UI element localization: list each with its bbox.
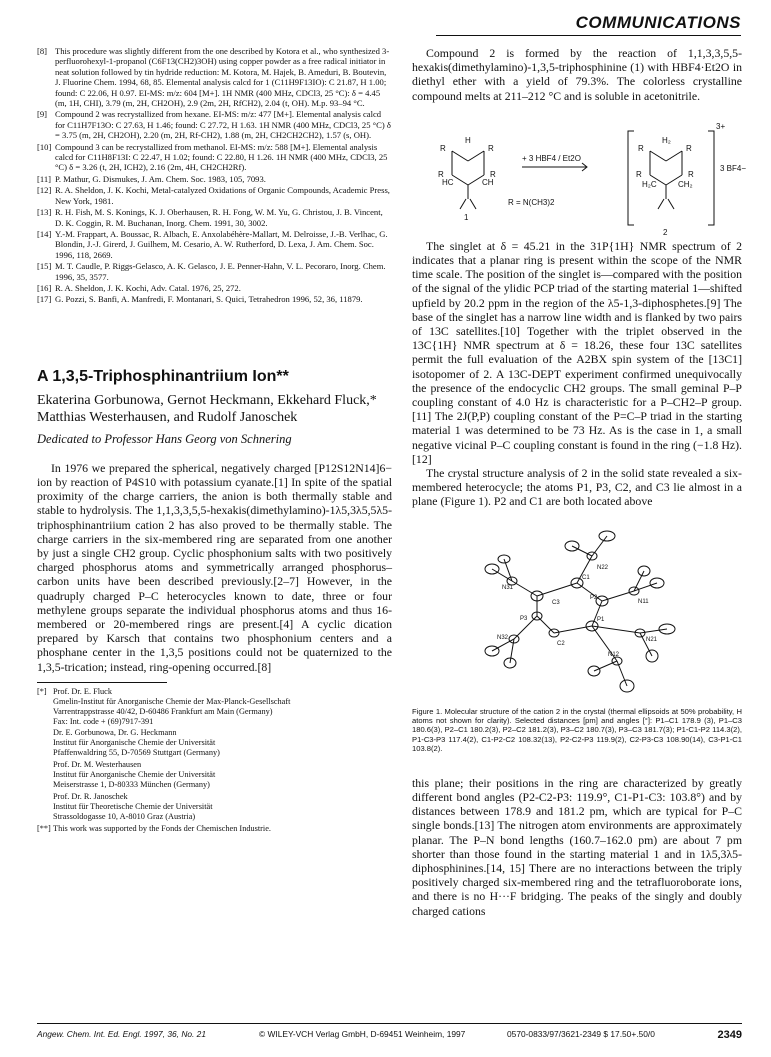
journal-citation: Angew. Chem. Int. Ed. Engl. 1997, 36, No. 21 [37,1029,206,1039]
reference-item: [9] Compound 2 was recrystallized from hexane. EI-MS: m/z: 477 [M+]. Elemental analysis calcd for C11H7F13O: C 27.63, H 1.46; found: C 27.72, H 1.63. 1H NMR (400 MHz, CDCl3, 25 °C) δ = 3.75 (m, 2H, CH2OH), 2.20 (m, 2H, Rf-CH2), 1.88 (m, 2H, CH2CH2CH2), 1.57 (s, OH). [37,109,391,141]
article-title: A 1,3,5-Triphosphinantriium Ion** [37,367,289,385]
svg-text:R: R [490,169,496,179]
reference-item: [15] M. T. Caudle, P. Riggs-Gelasco, A. K. Gelasco, J. E. Penner-Hahn, V. L. Pecoraro, Inorg. Chem. 1996, 35, 3577. [37,261,386,282]
paragraph: The crystal structure analysis of 2 in the solid state revealed a six-membered heterocycle; the atoms P1, P3, C2, and C3 lie almost in a plane (Figure 1). P2 and C1 are both located above [412,466,742,509]
paragraph: The singlet at δ = 45.21 in the 31P{1H} NMR spectrum of 2 indicates that a planar ring is present within the scope of the NMR time scale. The position of the singlet is—compared with the position of the signal of the ylidic PCP triad of the starting material 1—shifted upfield by 20.2 ppm in the region of the λ5-1,3-diphosphetes.[9] The base of the singlet has a narrow line width and is flanked by two pairs of 13C satellites.[10] Together with the triplet observed in the 13C{1H} NMR spectrum at δ = 18.26, these four 13C satellites permit the full evaluation of the A2BX spin system of the [13C1] isotopomer of 2. A 13C-DEPT experiment confirmed unequivocally the presence of the endocyclic CH2 groups. The small geminal P–P coupling constant of 4.0 Hz is characteristic for a P–CH2–P group.[11] The 2J(P,P) coupling constant of the P=C–P triad in the starting material 1 was determined to be 73 Hz. As is the case in 1, a small negative vicinal P–C coupling constant is found in the ring (−1.8 Hz).[12] [412,238,742,466]
svg-text:C1: C1 [582,574,590,581]
svg-text:R: R [638,143,644,153]
affiliation: Dr. E. Gorbunowa, Dr. G. Heckmann Institut für Anorganische Chemie der Universität Pfaffenwaldring 55, D-70569 Stuttgart (Germany) [53,728,220,758]
dedication: Dedicated to Professor Hans Georg von Schnering [37,431,292,446]
figure-caption: Figure 1. Molecular structure of the cation 2 in the crystal (thermal ellipsoids at 50% probability, H atoms not shown for clarity). Selected distances [pm] and angles [°]: P1–C1 178.9 (3), P1–C3 180.6(3), P2–C1 180.2(3), P2–C2 181.2(3), P3–C2 180.7(3), P3–C3 181.7(3); P1-C1-P2 114.3(2), P1-C3-P3 117.4(2), C1-P2-C2 108.32(13), P2-C2-P3 119.9(2), C2-P3-C3 108.90(14), C3-P1-C1 103.8(2). [412,706,742,754]
acknowledgement: [**] This work was supported by the Fonds der Chemischen Industrie. [37,823,271,833]
header-rule [436,35,741,36]
svg-text:C2: C2 [557,640,565,647]
reference-item: [12] R. A. Sheldon, J. K. Kochi, Metal-catalyzed Oxidations of Organic Compounds, Academic Press, New York, 1981. [37,185,390,206]
svg-text:R: R [438,169,444,179]
affiliation: Prof. Dr. M. Westerhausen Institut für Anorganische Chemie der Universität Meiserstrasse 1, D-80333 München (Germany) [53,760,216,789]
compound-1-label: 1 [464,212,469,222]
reference-item: [8] This procedure was slightly different from the one described by Kotora et al., who synthesized 3-perfluorohexyl-1-propanol (C6F13(CH2)3OH) using copper powder as a free radical initiator in neat solution followed by tin hydride reduction: M. Kotora, M. Hajek, B. Ameduri, B. Boutevin, J. Fluorine Chem. 1994, 68, 85. Elemental analysis calcd for 1 (C11H9F13IO): C 21.87, H 1.00; found: C 22.06, H 0.97. EI-MS: m/z: 604 [M+]. 1H NMR (400 MHz, CDCl3, 25 °C): δ = 4.45 (m, 1H, CHI), 3.79 (m, 2H, CH2OH), 2.9 (2m, 2H, RfCH2), 2.04 (t, OH). M.p. 93–94 °C. [37,46,390,109]
svg-text:P2: P2 [590,594,598,601]
text-block [412,46,742,103]
svg-text:P3: P3 [520,615,528,622]
footnote-rule [37,682,167,683]
crystal-structure-figure [412,521,742,701]
reference-item: [10] Compound 3 can be recrystallized from methanol. EI-MS: m/z: 588 [M+]. Elemental analysis calcd for C11H8F13I: C 22.47, H 1.02; found: C 22.80, H 1.26. 1H NMR (400 MHz, CDCl3, 25 °C) δ = 3.26 (t, 2H, ICH2), 2.16 (2m, 4H, CH2CH2Rf). [37,141,388,173]
text-block [412,776,742,918]
svg-text:R: R [688,169,694,179]
svg-text:N22: N22 [597,564,609,571]
compound-2-label: 2 [663,227,668,237]
reaction-scheme [412,113,747,237]
affiliation: [*] Prof. Dr. E. Fluck Gmelin-Institut für Anorganische Chemie der Max-Planck-Gesellschaft Varrentrappstrasse 40/42, D-60486 Frankfurt am Main (Germany) Fax: Int. code + (69)7917-391 [37,686,291,726]
svg-text:R: R [636,169,642,179]
reagent-label: + 3 HBF4 / Et2O [522,153,581,163]
reference-item: [11] P. Mathur, G. Dismukes, J. Am. Chem. Soc. 1983, 105, 7093. [37,173,266,184]
svg-text:N12: N12 [608,651,620,658]
author-list: Ekaterina Gorbunowa, Gernot Heckmann, Ekkehard Fluck,* Matthias Westerhausen, and Rudolf Janoschek [37,392,377,425]
page-number: 2349 [717,1029,742,1041]
affiliation: Prof. Dr. R. Janoschek Institut für Theoretische Chemie der Universität Strassoldogasse 10, A-8010 Graz (Austria) [53,791,213,821]
publisher-line: © WILEY-VCH Verlag GmbH, D-69451 Weinheim, 1997 [259,1029,466,1039]
svg-text:HC: HC [442,177,454,187]
reference-item: [14] Y.-M. Frappart, A. Boussac, R. Albach, E. Anxolabéhère-Mallart, M. Delroisse, J.-B. Verlhac, G. Blondin, J.-J. Girerd, J. Guilhem, M. Cesario, A. W. Rutherford, D. Lexa, J. Am. Chem. Soc. 1996, 118, 2669. [37,228,388,260]
svg-text:N11: N11 [638,598,649,605]
svg-text:R: R [686,143,692,153]
paragraph: this plane; their positions in the ring are characterized by greatly different bond angles (P2-C2-P3: 119.9°, C1-P1-C3: 103.8°) and by distances between 178.9 and 181.2 pm, which are typical for P–C single bonds.[13] The nitrogen atom environments are approximately planar. The P–N bond lengths (160.7–162.0 pm) are about 7 pm shorter than those found in the starting material 1 and in 1λ5,3λ5-diphosphinines.[14, 15] There are no interactions between the triply positively charged six-membered ring and the tetrafluoroborate ions, and there is no H···F bridging. The peaks of the singly and doubly charged cations [412,775,742,918]
paragraph: Compound 2 is formed by the reaction of 1,1,3,3,5,5-hexakis(dimethylamino)-1,3,5-triphosphinine (1) with HBF4·Et2O in diethyl ether with a yield of 79.3%. The colorless crystalline compound melts at 211–212 °C and is soluble in acetonitrile. [412,46,742,103]
substituent-definition: R = N(CH3)2 [508,197,555,207]
svg-text:CH₂: CH₂ [678,179,693,189]
text-block [412,239,742,509]
svg-text:N21: N21 [646,636,658,643]
right-column [412,46,747,918]
reference-item: [16] R. A. Sheldon, J. K. Kochi, Adv. Catal. 1976, 25, 272. [37,282,241,293]
svg-text:R: R [488,143,494,153]
section-header: COMMUNICATIONS [575,13,741,32]
charge-label: 3+ [716,121,726,131]
reference-list [37,46,392,305]
svg-text:P1: P1 [597,616,605,623]
intro-text [37,461,392,674]
svg-text:CH: CH [482,177,494,187]
footnotes [37,687,392,834]
svg-text:H₂C: H₂C [642,179,657,189]
svg-text:N31: N31 [502,584,514,591]
svg-text:H₂: H₂ [662,135,671,145]
svg-text:R: R [440,143,446,153]
anion-label: 3 BF4− [720,163,747,173]
svg-text:C3: C3 [552,599,560,606]
svg-text:N32: N32 [497,634,509,641]
paragraph: In 1976 we prepared the spherical, negatively charged [P12S12N14]6− ion by reaction of P4S10 with potassium cyanate.[1] In spite of the spatial proximity of the charge carriers, the anion is both thermally stable and stable to hydrolysis. The 1,1,3,3,5,5-hexakis(dimethylamino)-1λ5,3λ5,5λ5-triphosphinantriium cation 2 has also proved to be thermally stable. The charge carriers in the six-membered ring are separated from one another by just a single CH2 group. Cyclic phosphonium salts with two positively charged phosphorus atoms and symmetrically arranged phosphorus–carbon units have been described previously.[2–7] However, in the quadruply charged P–C heterocycles known to date, three or four methylene groups separate the individual phosphorus atoms and thus 16-membered or 20-membered rings are present.[4] A cyclic dication prepared by Karsch that contains two phosphonium centers and a phosphane center in the 1,3,5 positions could not be quaternized to the 1,3,5-trication; instead, ring-opening occurred.[8] [37,460,392,674]
issn-code: 0570-0833/97/3621-2349 $ 17.50+.50/0 [507,1029,655,1039]
reference-item: [17] G. Pozzi, S. Banfi, A. Manfredi, F. Montanari, S. Quici, Tetrahedron 1996, 52, 36, 11879. [37,294,363,305]
page-footer [37,1023,742,1041]
reference-item: [13] R. H. Fish, M. S. Konings, K. J. Oberhausen, R. H. Fong, W. M. Yu, G. Christou, J. B. Vincent, D. K. Coggin, R. M. Buchanan, Inorg. Chem. 1991, 30, 3002. [37,207,383,228]
svg-text:H: H [465,135,471,145]
left-column [37,46,392,835]
